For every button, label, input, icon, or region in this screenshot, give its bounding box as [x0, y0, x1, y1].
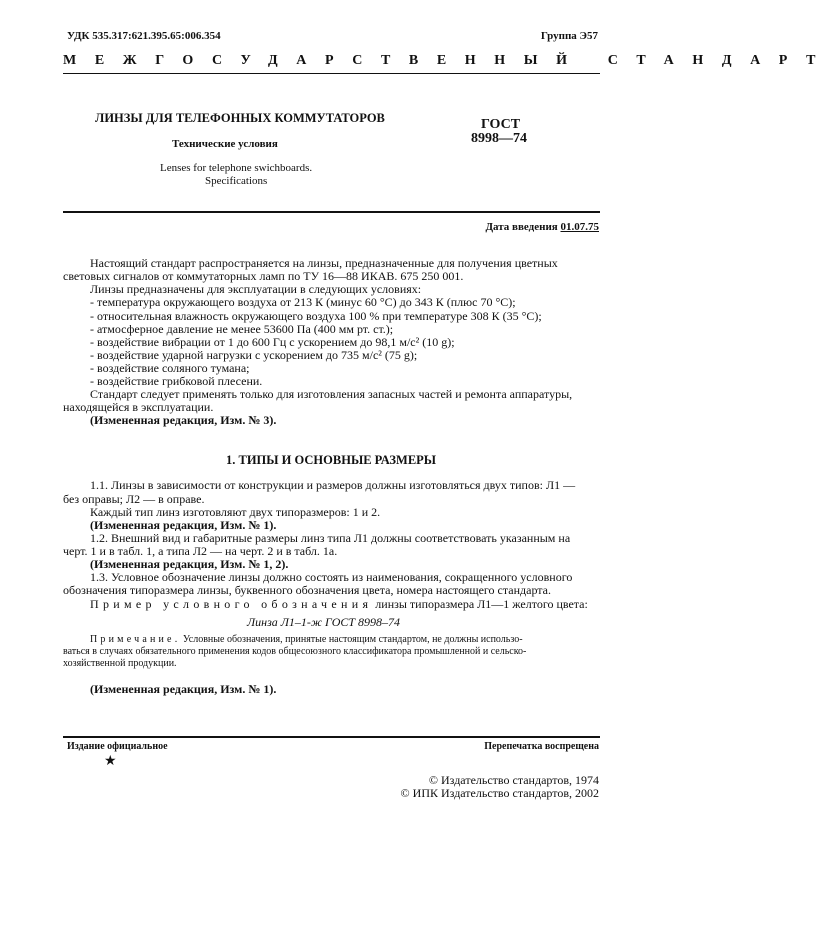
intro-list-item: - температура окружающего воздуха от 213 К (минус 60 °С) до 343 К (плюс 70 °С); [90, 295, 516, 309]
intro-line: Настоящий стандарт распространяется на линзы, предназначенные для получения цветных [90, 256, 558, 270]
section-line: Каждый тип линз изготовляют двух типоразмеров: 1 и 2. [90, 505, 381, 519]
copyright-1974: © Издательство стандартов, 1974 [428, 773, 599, 787]
note-label: Примечание. [90, 634, 181, 645]
section-line: черт. 1 и в табл. 1, а типа Л2 — на черт. 2 и в табл. 1а. [63, 544, 338, 558]
example-text: линзы типоразмера Л1—1 желтого цвета: [375, 597, 588, 611]
official-edition: Издание официальное [67, 741, 168, 752]
section-line: 1.1. Линзы в зависимости от конструкции и размеров должны изготовляться двух типов: Л1 — [90, 478, 576, 492]
title-rule [63, 211, 600, 213]
section-line: 1.3. Условное обозначение линзы должно состоять из наименования, сокращенного условного [90, 570, 573, 584]
intro-line: находящейся в эксплуатации. [63, 400, 214, 414]
intro-list-item: - атмосферное давление не менее 53600 Па (400 мм рт. ст.); [90, 322, 394, 336]
standard-banner: МЕЖГОСУДАРСТВЕННЫЙ СТАНДАРТ [63, 53, 834, 68]
note-line3: хозяйственной продукции. [63, 658, 177, 669]
example-formula: Линза Л1–1-ж ГОСТ 8998–74 [247, 615, 401, 629]
note-line1 [90, 634, 523, 645]
document-subtitle: Технические условия [172, 138, 278, 150]
intro-list-item: - воздействие грибковой плесени. [90, 374, 263, 388]
intro-line: Линзы предназначены для эксплуатации в следующих условиях: [90, 282, 422, 296]
section-heading: 1. ТИПЫ И ОСНОВНЫЕ РАЗМЕРЫ [226, 453, 437, 467]
note-line2: ваться в случаях обязательного применения кодов общесоюзного классификатора промышленной и сельско- [63, 646, 527, 657]
intro-line: Стандарт следует применять только для изготовления запасных частей и ремонта аппаратуры, [90, 387, 573, 401]
intro-revision-note: (Измененная редакция, Изм. № 3). [90, 413, 277, 427]
revision-note: (Измененная редакция, Изм. № 1, 2). [90, 557, 289, 571]
english-title-line2: Specifications [205, 175, 268, 187]
intro-list-item: - воздействие соляного тумана; [90, 361, 250, 375]
copyright-2002: © ИПК Издательство стандартов, 2002 [400, 786, 599, 800]
english-title-line1: Lenses for telephone swichboards. [160, 162, 313, 174]
intro-list-item: - воздействие ударной нагрузки с ускорением до 735 м/с² (75 g); [90, 348, 418, 362]
example-line [90, 598, 588, 612]
intro-date-value: 01.07.75 [560, 221, 599, 233]
section-line: без оправы; Л2 — в оправе. [63, 492, 205, 506]
reprint-notice: Перепечатка воспрещена [484, 741, 599, 752]
gost-number: 8998—74 [471, 131, 527, 146]
intro-date-label: Дата введения [485, 221, 558, 233]
note-text: Условные обозначения, принятые настоящим стандартом, не должны использо- [182, 634, 523, 645]
document-title: ЛИНЗЫ ДЛЯ ТЕЛЕФОННЫХ КОММУТАТОРОВ [95, 111, 385, 125]
revision-note: (Измененная редакция, Изм. № 1). [90, 682, 277, 696]
intro-list-item: - воздействие вибрации от 1 до 600 Гц с ускорением до 98,1 м/с² (10 g); [90, 335, 455, 349]
revision-note: (Измененная редакция, Изм. № 1). [90, 518, 277, 532]
section-line: 1.2. Внешний вид и габаритные размеры линз типа Л1 должны соответствовать указанным на [90, 531, 571, 545]
section-line: обозначения типоразмера линзы, буквенного обозначения цвета, номера настоящего стандарта. [63, 583, 552, 597]
intro-date [485, 221, 599, 233]
example-label: Пример условного обозначения [90, 597, 373, 611]
header-rule [63, 73, 600, 74]
intro-list-item: - относительная влажность окружающего воздуха 100 % при температуре 308 К (35 °С); [90, 309, 542, 323]
gost-label: ГОСТ [481, 117, 521, 132]
udk-code: УДК 535.317:621.395.65:006.354 [67, 30, 221, 42]
star-icon: ★ [104, 754, 117, 769]
group-code: Группа Э57 [540, 30, 598, 42]
footer-rule [63, 736, 600, 738]
intro-line: световых сигналов от коммутаторных ламп по ТУ 16—88 ИКАВ. 675 250 001. [63, 269, 464, 283]
